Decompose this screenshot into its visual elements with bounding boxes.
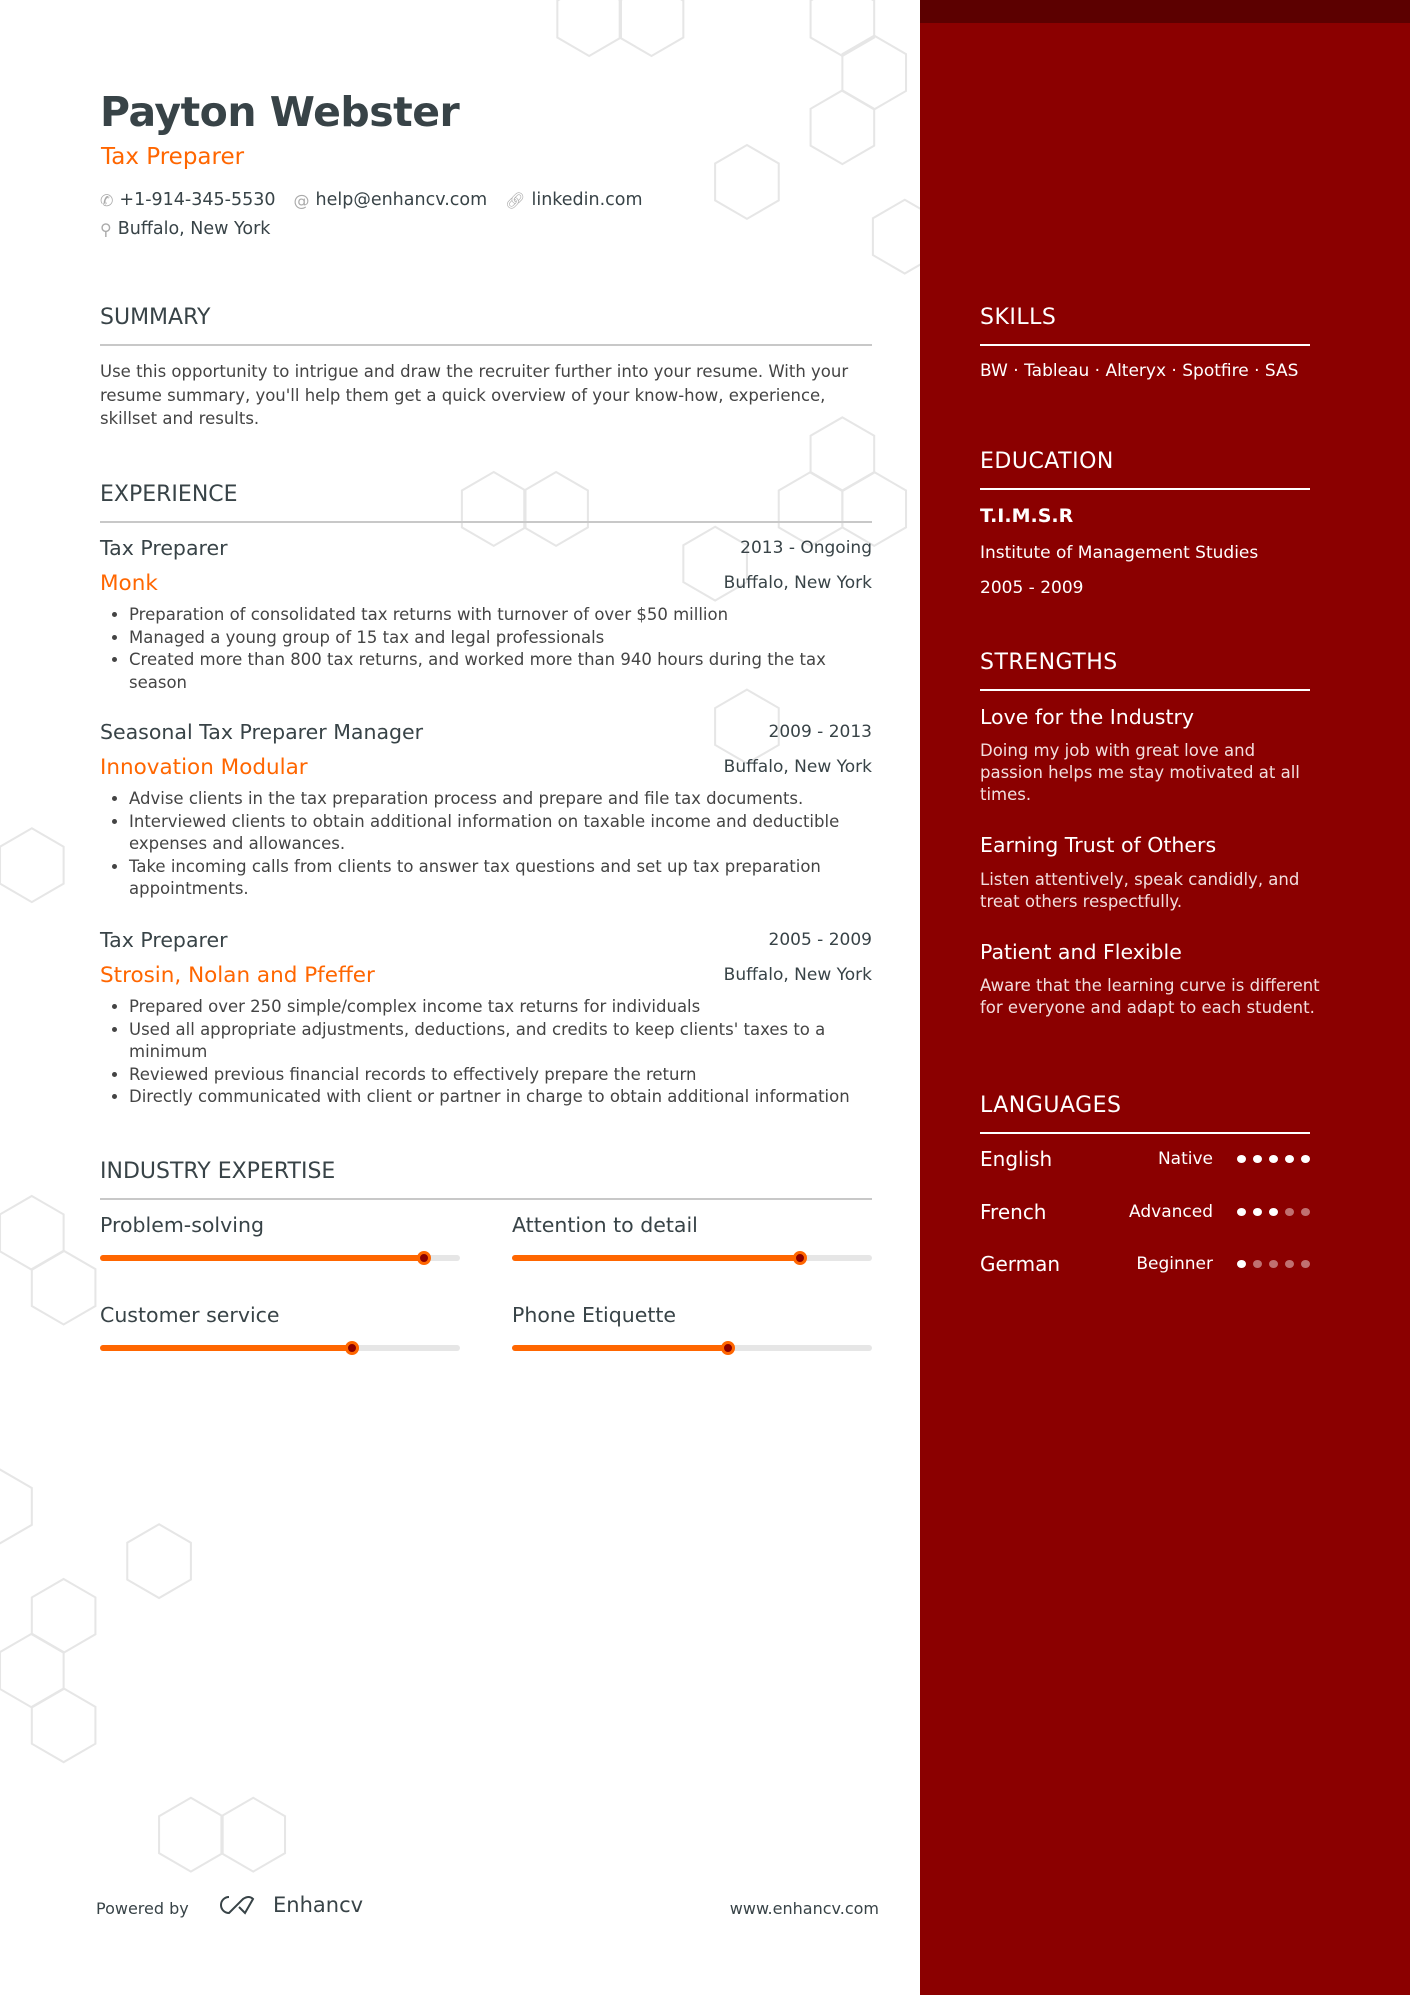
hexagon-shape [842, 472, 906, 546]
language-row [980, 1200, 1310, 1224]
hexagon-shape [32, 1579, 96, 1653]
job-location: Buffalo, New York [723, 757, 872, 777]
job-bullets [100, 604, 872, 694]
bullet-item: • Prepared over 250 simple/complex income tax returns for individuals [129, 996, 872, 1019]
sidebar [920, 0, 1410, 1995]
strength-desc: Listen attentively, speak candidly, and treat others respectfully. [980, 870, 1300, 911]
bullet-item: • Preparation of consolidated tax returns with turnover of over $50 million [129, 604, 872, 627]
phone-icon: ✆ [100, 190, 114, 210]
sidebar-top-strip [920, 0, 1410, 23]
company-name: Innovation Modular [100, 755, 308, 780]
filled-dot [1301, 1155, 1310, 1163]
strength-desc: Aware that the learning curve is different for everyone and adapt to each student. [980, 976, 1320, 1017]
job-dates: 2013 - Ongoing [740, 538, 872, 558]
expertise-bar [512, 1345, 872, 1351]
expertise-bar-fill [512, 1255, 800, 1261]
strength-desc: Doing my job with great love and passion helps me stay motivated at all times. [980, 741, 1300, 804]
language-level: Advanced [1129, 1202, 1213, 1222]
expertise-bar [100, 1255, 460, 1261]
language-name: German [980, 1252, 1061, 1276]
language-level: Beginner [1136, 1254, 1213, 1274]
summary-heading: SUMMARY [100, 305, 211, 330]
location-pin-icon: ⚲ [100, 219, 112, 239]
hexagon-shape [127, 1524, 191, 1598]
empty-dot [1269, 1260, 1278, 1268]
bullet-item: • Used all appropriate adjustments, deductions, and credits to keep clients' taxes to a minimum [129, 1019, 872, 1064]
divider [980, 689, 1310, 691]
expertise-bar-fill [100, 1345, 352, 1351]
hexagon-shape [0, 1196, 64, 1270]
bullet-item: • Directly communicated with client or partner in charge to obtain additional information [129, 1086, 872, 1109]
hexagon-shape [0, 1634, 64, 1708]
languages-heading: LANGUAGES [980, 1093, 1122, 1118]
divider [980, 488, 1310, 490]
brand-name: Enhancv [273, 1893, 364, 1917]
language-name: French [980, 1200, 1047, 1224]
job-title: Seasonal Tax Preparer Manager [100, 720, 424, 744]
expertise-bar-knob [417, 1251, 431, 1265]
job-bullets [100, 996, 872, 1109]
hexagon-shape [620, 0, 684, 56]
contact-row [100, 190, 643, 210]
language-proficiency-dots [1237, 1208, 1310, 1216]
filled-dot [1285, 1155, 1294, 1163]
job-bullets [100, 788, 872, 901]
empty-dot [1301, 1208, 1310, 1216]
degree: T.I.M.S.R [980, 505, 1074, 527]
hexagon-shape [0, 1470, 32, 1544]
filled-dot [1269, 1208, 1278, 1216]
email-link[interactable]: help@enhancv.com [315, 190, 488, 210]
strength-name: Patient and Flexible [980, 940, 1182, 964]
enhancv-logo-icon [215, 1893, 265, 1917]
candidate-name: Payton Webster [100, 88, 460, 136]
expertise-bar-knob [793, 1251, 807, 1265]
linkedin-link[interactable]: linkedin.com [531, 190, 643, 210]
expertise-label: Problem-solving [100, 1213, 264, 1237]
location: Buffalo, New York [117, 219, 271, 239]
location-row [100, 219, 270, 239]
bullet-item: • Managed a young group of 15 tax and legal professionals [129, 627, 872, 650]
bullet-item: • Advise clients in the tax preparation process and prepare and file tax documents. [129, 788, 872, 811]
language-level: Native [1157, 1149, 1213, 1169]
education-heading: EDUCATION [980, 449, 1114, 474]
hexagon-shape [811, 0, 875, 56]
expertise-label: Attention to detail [512, 1213, 698, 1237]
hexagon-shape [0, 828, 64, 902]
candidate-title: Tax Preparer [101, 144, 245, 170]
filled-dot [1253, 1208, 1262, 1216]
phone: +1-914-345-5530 [119, 190, 276, 210]
expertise-label: Customer service [100, 1303, 280, 1327]
divider [980, 1132, 1310, 1134]
job-dates: 2009 - 2013 [768, 722, 872, 742]
filled-dot [1237, 1155, 1246, 1163]
company-name: Strosin, Nolan and Pfeffer [100, 963, 375, 988]
hexagon-shape [557, 0, 621, 56]
language-proficiency-dots [1237, 1155, 1310, 1163]
empty-dot [1285, 1260, 1294, 1268]
job-location: Buffalo, New York [723, 965, 872, 985]
expertise-bar-fill [512, 1345, 728, 1351]
strength-name: Love for the Industry [980, 705, 1195, 729]
filled-dot [1253, 1155, 1262, 1163]
language-name: English [980, 1147, 1053, 1171]
company-name: Monk [100, 571, 158, 596]
divider [100, 521, 872, 523]
job-location: Buffalo, New York [723, 573, 872, 593]
strength-name: Earning Trust of Others [980, 833, 1217, 857]
summary-text: Use this opportunity to intrigue and draw the recruiter further into your resume. With your resume summary, you'll help them get a quick overview of your know-how, experience, skillset and results. [100, 362, 849, 428]
powered-by: Powered by [96, 1899, 189, 1918]
expertise-heading: INDUSTRY EXPERTISE [100, 1159, 336, 1184]
bullet-item: • Created more than 800 tax returns, and worked more than 940 hours during the tax season [129, 649, 872, 694]
strengths-heading: STRENGTHS [980, 650, 1118, 675]
skills-heading: SKILLS [980, 305, 1057, 330]
expertise-bar [512, 1255, 872, 1261]
hexagon-shape [32, 1251, 96, 1325]
enhancv-logo[interactable] [215, 1893, 363, 1917]
experience-heading: EXPERIENCE [100, 482, 238, 507]
hexagon-shape [873, 200, 920, 274]
hexagon-shape [524, 472, 588, 546]
empty-dot [1253, 1260, 1262, 1268]
language-row [980, 1252, 1310, 1276]
skills-list: BW · Tableau · Alteryx · Spotfire · SAS [980, 361, 1299, 381]
hexagon-shape [811, 90, 875, 164]
expertise-bar-fill [100, 1255, 424, 1261]
expertise-bar-knob [721, 1341, 735, 1355]
divider [100, 1198, 872, 1200]
expertise-bar-knob [345, 1341, 359, 1355]
bullet-item: • Take incoming calls from clients to answer tax questions and set up tax preparation appointments. [129, 856, 872, 901]
education-dates: 2005 - 2009 [980, 578, 1084, 598]
divider [100, 344, 872, 346]
bullet-item: • Reviewed previous financial records to effectively prepare the return [129, 1064, 872, 1087]
at-icon: @ [293, 190, 310, 210]
filled-dot [1237, 1208, 1246, 1216]
job-title: Tax Preparer [100, 536, 228, 560]
filled-dot [1269, 1155, 1278, 1163]
hexagon-shape [842, 36, 906, 110]
hexagon-shape [221, 1798, 285, 1872]
language-row [980, 1147, 1310, 1171]
hexagon-shape [462, 472, 526, 546]
hexagon-shape [159, 1798, 223, 1872]
expertise-bar [100, 1345, 460, 1351]
hexagon-shape [715, 145, 779, 219]
divider [980, 344, 1310, 346]
bullet-item: • Interviewed clients to obtain additional information on taxable income and deductible expenses and allowances. [129, 811, 872, 856]
link-icon: 🔗︎ [505, 190, 526, 210]
empty-dot [1285, 1208, 1294, 1216]
website-link[interactable]: www.enhancv.com [729, 1899, 879, 1918]
job-dates: 2005 - 2009 [768, 930, 872, 950]
language-proficiency-dots [1237, 1260, 1310, 1268]
job-title: Tax Preparer [100, 928, 228, 952]
hexagon-shape [779, 472, 843, 546]
expertise-label: Phone Etiquette [512, 1303, 677, 1327]
empty-dot [1301, 1260, 1310, 1268]
hexagon-shape [32, 1688, 96, 1762]
school: Institute of Management Studies [980, 543, 1259, 563]
filled-dot [1237, 1260, 1246, 1268]
